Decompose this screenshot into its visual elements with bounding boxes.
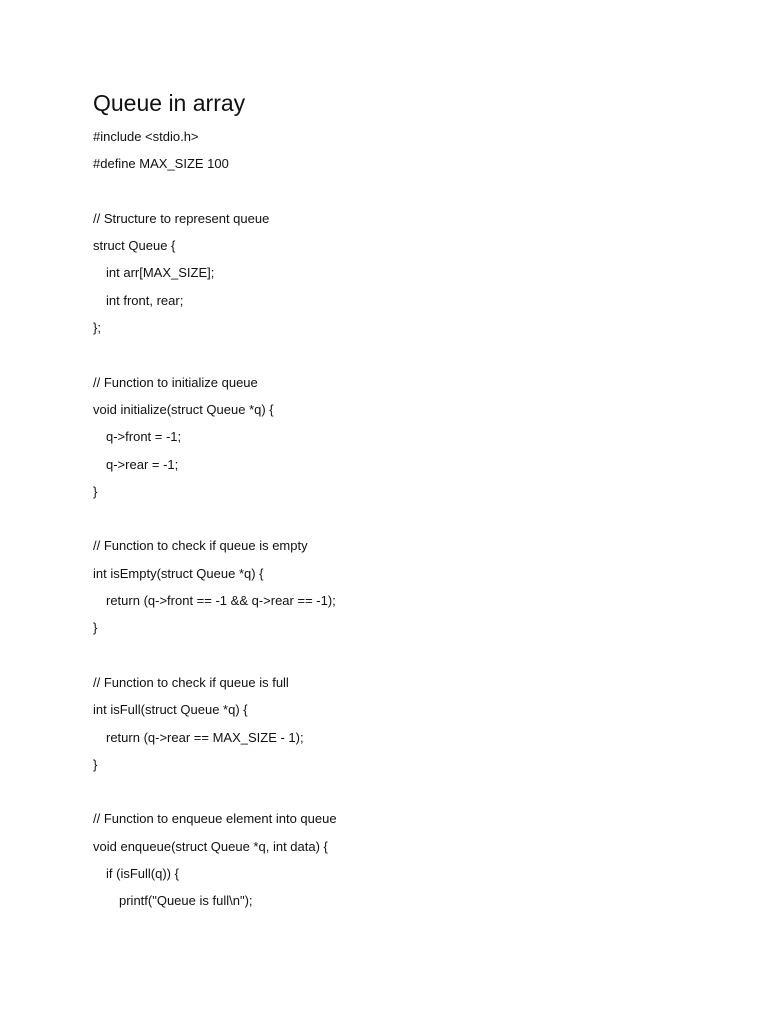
code-line: int front, rear;	[106, 292, 184, 308]
code-line: }	[93, 620, 98, 636]
code-line: int arr[MAX_SIZE];	[106, 265, 215, 281]
code-line: return (q->front == -1 && q->rear == -1);	[106, 593, 336, 609]
document-title: Queue in array	[93, 90, 246, 116]
blank-line	[93, 645, 337, 672]
code-line: }	[93, 483, 98, 499]
code-line: };	[93, 320, 101, 336]
code-line: q->front = -1;	[106, 429, 182, 445]
code-line: // Function to check if queue is full	[93, 674, 289, 690]
blank-line	[93, 181, 337, 208]
code-line: q->rear = -1;	[106, 456, 179, 472]
code-line: if (isFull(q)) {	[106, 866, 179, 882]
code-line: // Function to initialize queue	[93, 374, 258, 390]
code-block	[93, 126, 337, 918]
code-line: return (q->rear == MAX_SIZE - 1);	[106, 729, 304, 745]
code-line: int isEmpty(struct Queue *q) {	[93, 565, 264, 581]
code-line: struct Queue {	[93, 238, 176, 254]
blank-line	[93, 781, 337, 808]
code-line: #include <stdio.h>	[93, 129, 199, 144]
code-line: printf("Queue is full\n");	[119, 893, 253, 909]
code-line: void enqueue(struct Queue *q, int data) {	[93, 838, 328, 854]
code-line: // Function to check if queue is empty	[93, 538, 308, 554]
blank-line	[93, 508, 337, 535]
blank-line	[93, 344, 337, 371]
code-line: int isFull(struct Queue *q) {	[93, 702, 248, 718]
code-line: // Structure to represent queue	[93, 210, 270, 226]
code-line: #define MAX_SIZE 100	[93, 156, 229, 172]
code-line: // Function to enqueue element into queue	[93, 811, 337, 827]
code-line: void initialize(struct Queue *q) {	[93, 401, 274, 417]
code-line: }	[93, 756, 98, 772]
